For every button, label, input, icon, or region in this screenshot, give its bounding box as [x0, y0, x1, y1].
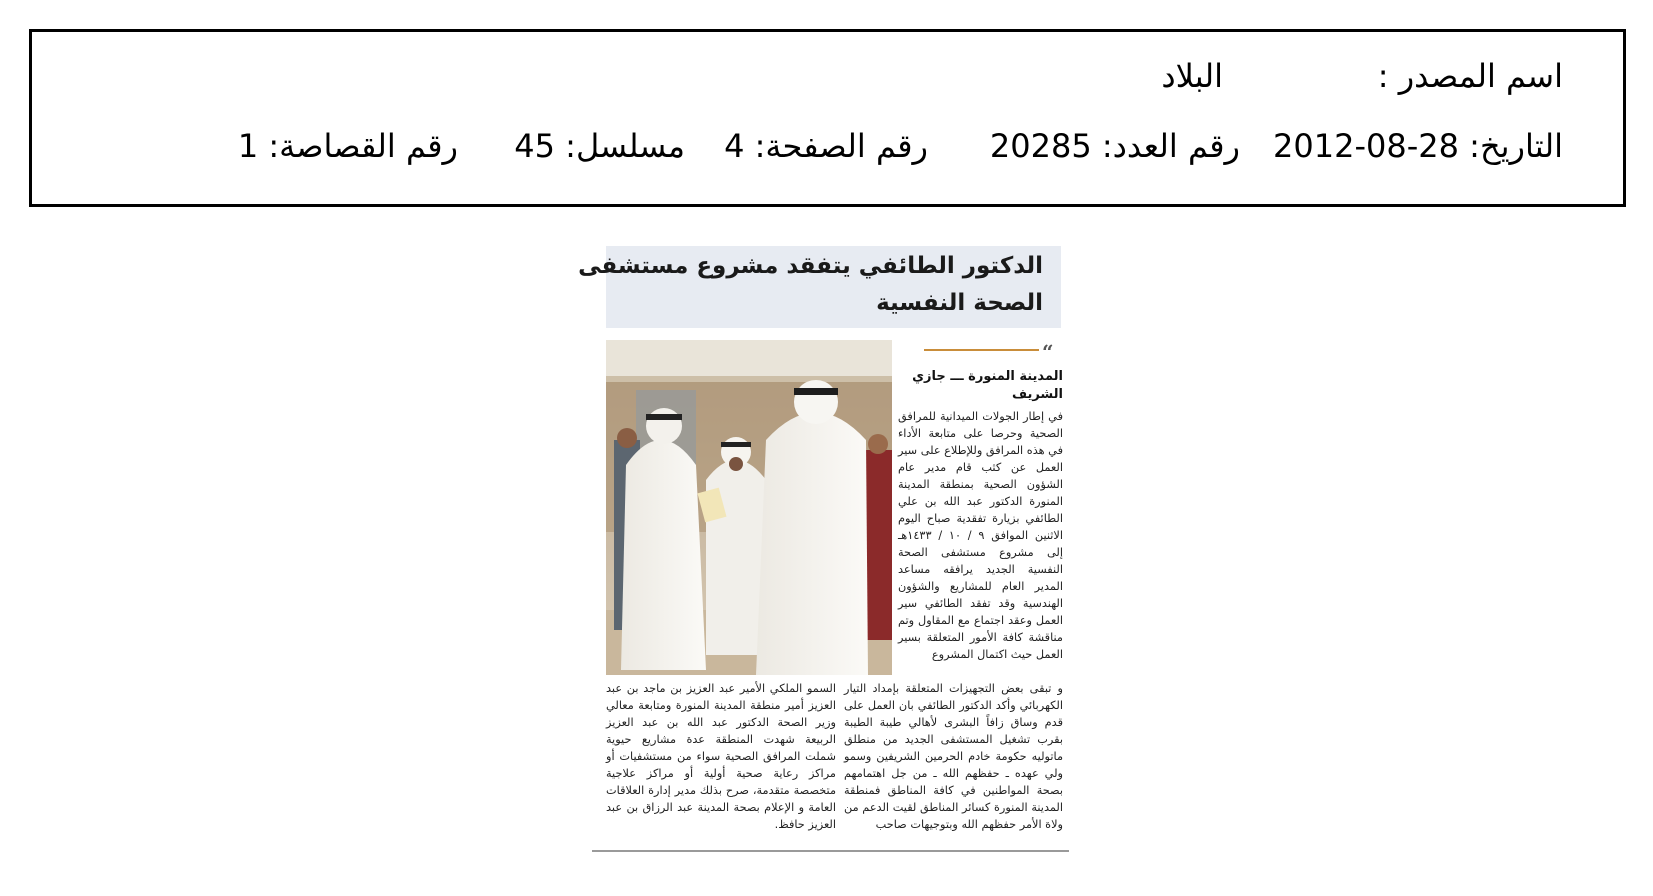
- article-body-left-column: السمو الملكي الأمير عبد العزيز بن ماجد بن عبد العزيز أمير منطقة المدينة المنورة ومتابعة معالي وزير الصحة الدكتور عبد الله بن عبد العزيز الربيعة شهدت المنطقة عدة مشاريع حيوية شملت المرافق الصحية سواء من مستشفيات أو مراكز رعاية صحية أولية أو مراكز علاجية متخصصة متقدمة، صرح بذلك مدير إدارة العلاقات العامة و الإعلام بصحة المدينة عبد الرزاق بن عبد العزيز حافظ.: [606, 682, 836, 831]
- serial-number: مسلسل: 45: [514, 127, 685, 165]
- article-photo: [606, 340, 892, 675]
- source-label: اسم المصدر :: [1377, 57, 1563, 95]
- quote-rule: [924, 349, 1039, 351]
- article-body-right-column-bottom: و تبقى بعض التجهيزات المتعلقة بإمداد التيار الكهربائي وأكد الدكتور الطائفي بان العمل على قدم وساق زافاً البشرى لأهالي طيبة الطيبة بقرب تشغيل المستشفى الجديد من منطلق ماتوليه حكومة خادم الحرمين الشريفين وسمو ولي عهده ـ حفظهم الله ـ من جل اهتمامهم بصحة المواطنين في كافة المناطق فمنطقة المدينة المنورة كسائر المناطق لقيت الدعم من ولاة الأمر حفظهم الله وبتوجيهات صاحب: [844, 682, 1063, 831]
- publication-date: التاريخ: 28-08-2012: [1273, 127, 1563, 165]
- issue-number: رقم العدد: 20285: [989, 127, 1240, 165]
- page-number: رقم الصفحة: 4: [724, 127, 928, 165]
- headline-line-2: الصحة النفسية: [876, 290, 1043, 316]
- newspaper-clipping: [578, 240, 1069, 852]
- clip-number: رقم القصاصة: 1: [237, 127, 458, 165]
- source-value: البلاد: [1161, 57, 1223, 95]
- article-body-right-column-top: في إطار الجولات الميدانية للمرافق الصحية وحرصا على متابعة الأداء في هذه المرافق وللإطلاع على سير العمل عن كثب قام مدير عام الشؤون الصحية بمنطقة المدينة المنورة الدكتور عبد الله بن علي الطائفي بزيارة تفقدية صباح اليوم الاثنين الموافق ٩ / ١٠ / ١٤٣٣هـ إلى مشروع مستشفى الصحة النفسية الجديد يرافقه مساعد المدير العام للمشاريع والشؤون الهندسية وقد تفقد الطائفي سير العمل وعقد اجتماع مع المقاول وتم مناقشة كافة الأمور المتعلقة بسير العمل حيث اكتمال المشروع: [898, 410, 1063, 661]
- photo-illustration: [606, 340, 892, 675]
- byline: المدينة المنورة ـــ جازي الشريف: [912, 369, 1063, 402]
- headline-line-1: الدكتور الطائفي يتفقد مشروع مستشفى: [578, 253, 1043, 279]
- quote-mark: “: [1042, 340, 1054, 364]
- headline-band: [578, 246, 1061, 328]
- source-metadata-box: [29, 29, 1626, 207]
